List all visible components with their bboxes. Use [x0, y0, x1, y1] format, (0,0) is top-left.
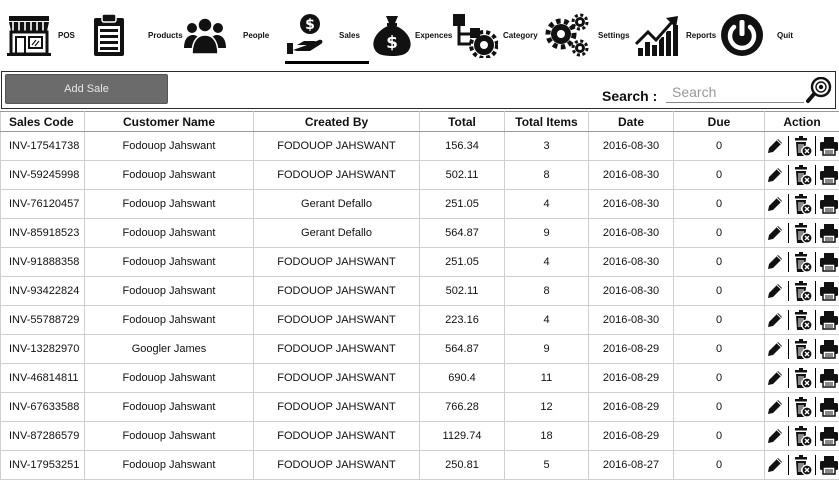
cell-actions	[765, 161, 839, 190]
table-row[interactable]	[1, 335, 839, 364]
table-row[interactable]	[1, 277, 839, 306]
cell-due: 0	[674, 335, 765, 364]
delete-icon[interactable]	[792, 425, 812, 447]
cell-sales-code: INV-93422824	[1, 277, 85, 306]
edit-icon[interactable]	[765, 251, 785, 273]
nav-expences-label: Expences	[415, 31, 452, 40]
cell-due: 0	[674, 277, 765, 306]
delete-icon[interactable]	[792, 367, 812, 389]
cell-sales-code: INV-55788729	[1, 306, 85, 335]
clipboard-icon	[86, 12, 132, 58]
edit-icon[interactable]	[765, 425, 785, 447]
col-header-date: Date	[589, 112, 674, 132]
cell-total: 156.34	[420, 132, 505, 161]
table-row[interactable]	[1, 451, 839, 480]
search-icon[interactable]	[806, 77, 832, 105]
cell-date: 2016-08-30	[589, 277, 674, 306]
svg-text:$: $	[305, 17, 315, 33]
cell-created-by: FODOUOP JAHSWANT	[254, 364, 420, 393]
print-icon[interactable]	[819, 425, 839, 447]
delete-icon[interactable]	[792, 338, 812, 360]
table-row[interactable]	[1, 364, 839, 393]
action-divider	[788, 310, 789, 330]
cell-sales-code: INV-17541738	[1, 132, 85, 161]
action-divider	[815, 223, 816, 243]
category-gear-icon	[452, 12, 498, 58]
cell-actions	[765, 393, 839, 422]
print-icon[interactable]	[819, 135, 839, 157]
print-icon[interactable]	[819, 454, 839, 476]
cell-due: 0	[674, 161, 765, 190]
cell-due: 0	[674, 219, 765, 248]
print-icon[interactable]	[819, 193, 839, 215]
nav-products[interactable]	[86, 0, 183, 70]
cell-due: 0	[674, 306, 765, 335]
cell-total: 1129.74	[420, 422, 505, 451]
cell-customer-name: Fodouop Jahswant	[85, 422, 254, 451]
add-sale-button[interactable]: Add Sale	[5, 74, 168, 104]
action-divider	[788, 339, 789, 359]
action-divider	[788, 194, 789, 214]
cell-actions	[765, 277, 839, 306]
edit-icon[interactable]	[765, 135, 785, 157]
cell-total: 223.16	[420, 306, 505, 335]
nav-products-label: Products	[148, 31, 183, 40]
cell-sales-code: INV-13282970	[1, 335, 85, 364]
col-header-action: Action	[765, 112, 839, 132]
edit-icon[interactable]	[765, 454, 785, 476]
cell-total-items: 9	[505, 335, 589, 364]
cell-sales-code: INV-85918523	[1, 219, 85, 248]
cell-customer-name: Fodouop Jahswant	[85, 161, 254, 190]
cell-created-by: FODOUOP JAHSWANT	[254, 306, 420, 335]
cell-date: 2016-08-30	[589, 248, 674, 277]
table-row[interactable]	[1, 219, 839, 248]
cell-date: 2016-08-29	[589, 364, 674, 393]
cell-sales-code: INV-91888358	[1, 248, 85, 277]
cell-created-by: FODOUOP JAHSWANT	[254, 451, 420, 480]
cell-date: 2016-08-30	[589, 132, 674, 161]
cell-customer-name: Fodouop Jahswant	[85, 451, 254, 480]
cell-actions	[765, 219, 839, 248]
action-divider	[788, 426, 789, 446]
action-divider	[815, 397, 816, 417]
nav-settings[interactable]	[545, 0, 630, 70]
print-icon[interactable]	[819, 309, 839, 331]
nav-sales-label: Sales	[339, 31, 360, 40]
delete-icon[interactable]	[792, 280, 812, 302]
cell-due: 0	[674, 248, 765, 277]
edit-icon[interactable]	[765, 309, 785, 331]
cell-total-items: 4	[505, 306, 589, 335]
cell-total: 250.81	[420, 451, 505, 480]
action-divider	[788, 368, 789, 388]
action-divider	[788, 223, 789, 243]
main-nav	[0, 0, 839, 70]
cell-date: 2016-08-27	[589, 451, 674, 480]
cell-total-items: 4	[505, 248, 589, 277]
power-icon	[719, 12, 765, 58]
col-header-sales-code: Sales Code	[1, 112, 85, 132]
delete-icon[interactable]	[792, 135, 812, 157]
print-icon[interactable]	[819, 251, 839, 273]
cell-date: 2016-08-29	[589, 393, 674, 422]
delete-icon[interactable]	[792, 454, 812, 476]
action-divider	[815, 426, 816, 446]
cell-total: 502.11	[420, 161, 505, 190]
delete-icon[interactable]	[792, 251, 812, 273]
cell-total-items: 5	[505, 451, 589, 480]
cell-sales-code: INV-46814811	[1, 364, 85, 393]
action-divider	[815, 368, 816, 388]
cell-date: 2016-08-30	[589, 219, 674, 248]
cell-date: 2016-08-30	[589, 306, 674, 335]
nav-quit-label: Quit	[777, 31, 793, 40]
cell-due: 0	[674, 132, 765, 161]
edit-icon[interactable]	[765, 164, 785, 186]
nav-pos-label: POS	[58, 31, 75, 40]
cell-actions	[765, 364, 839, 393]
nav-people[interactable]	[182, 0, 269, 70]
action-divider	[815, 455, 816, 475]
store-icon	[6, 12, 52, 58]
cell-actions	[765, 306, 839, 335]
cell-total: 564.87	[420, 335, 505, 364]
table-row[interactable]	[1, 190, 839, 219]
cell-created-by: FODOUOP JAHSWANT	[254, 161, 420, 190]
cell-due: 0	[674, 393, 765, 422]
col-header-total: Total	[420, 112, 505, 132]
cell-sales-code: INV-17953251	[1, 451, 85, 480]
cell-created-by: FODOUOP JAHSWANT	[254, 393, 420, 422]
cell-customer-name: Fodouop Jahswant	[85, 132, 254, 161]
nav-category[interactable]	[452, 0, 538, 70]
table-row[interactable]	[1, 248, 839, 277]
cell-created-by: Gerant Defallo	[254, 219, 420, 248]
cell-total-items: 12	[505, 393, 589, 422]
delete-icon[interactable]	[792, 309, 812, 331]
cell-sales-code: INV-59245998	[1, 161, 85, 190]
active-tab-indicator	[285, 61, 369, 64]
cell-sales-code: INV-87286579	[1, 422, 85, 451]
cell-created-by: FODOUOP JAHSWANT	[254, 132, 420, 161]
cell-total: 766.28	[420, 393, 505, 422]
cell-total-items: 9	[505, 219, 589, 248]
print-icon[interactable]	[819, 338, 839, 360]
chart-growth-icon	[634, 12, 680, 58]
svg-text:$: $	[386, 33, 398, 53]
table-row[interactable]	[1, 422, 839, 451]
action-divider	[788, 165, 789, 185]
people-icon	[182, 12, 228, 58]
nav-reports[interactable]	[634, 0, 716, 70]
col-header-due: Due	[674, 112, 765, 132]
cell-actions	[765, 132, 839, 161]
col-header-customer-name: Customer Name	[85, 112, 254, 132]
money-bag-icon	[369, 12, 415, 58]
cell-customer-name: Fodouop Jahswant	[85, 393, 254, 422]
table-header-row	[1, 112, 839, 132]
cell-total: 502.11	[420, 277, 505, 306]
print-icon[interactable]	[819, 280, 839, 302]
cell-total-items: 11	[505, 364, 589, 393]
cell-total-items: 18	[505, 422, 589, 451]
print-icon[interactable]	[819, 367, 839, 389]
delete-icon[interactable]	[792, 396, 812, 418]
cell-date: 2016-08-29	[589, 335, 674, 364]
action-divider	[788, 455, 789, 475]
cell-sales-code: INV-76120457	[1, 190, 85, 219]
action-divider	[788, 252, 789, 272]
edit-icon[interactable]	[765, 193, 785, 215]
cell-customer-name: Fodouop Jahswant	[85, 190, 254, 219]
action-divider	[815, 252, 816, 272]
cell-created-by: FODOUOP JAHSWANT	[254, 422, 420, 451]
action-divider	[788, 397, 789, 417]
delete-icon[interactable]	[792, 164, 812, 186]
nav-expences[interactable]	[369, 0, 452, 70]
cell-total: 564.87	[420, 219, 505, 248]
table-row[interactable]	[1, 306, 839, 335]
delete-icon[interactable]	[792, 222, 812, 244]
action-divider	[815, 136, 816, 156]
print-icon[interactable]	[819, 396, 839, 418]
cell-customer-name: Fodouop Jahswant	[85, 277, 254, 306]
cell-created-by: FODOUOP JAHSWANT	[254, 335, 420, 364]
nav-sales[interactable]	[286, 0, 360, 70]
edit-icon[interactable]	[765, 280, 785, 302]
action-divider	[815, 165, 816, 185]
action-divider	[815, 194, 816, 214]
cell-customer-name: Googler James	[85, 335, 254, 364]
cell-date: 2016-08-30	[589, 190, 674, 219]
cell-date: 2016-08-30	[589, 161, 674, 190]
cell-total-items: 8	[505, 161, 589, 190]
cell-due: 0	[674, 190, 765, 219]
cell-created-by: FODOUOP JAHSWANT	[254, 248, 420, 277]
cell-created-by: FODOUOP JAHSWANT	[254, 277, 420, 306]
search-label: Search :	[602, 88, 657, 104]
print-icon[interactable]	[819, 164, 839, 186]
nav-reports-label: Reports	[686, 31, 716, 40]
action-divider	[788, 281, 789, 301]
cell-date: 2016-08-29	[589, 422, 674, 451]
cell-actions	[765, 190, 839, 219]
nav-people-label: People	[243, 31, 269, 40]
cell-customer-name: Fodouop Jahswant	[85, 364, 254, 393]
cell-total: 251.05	[420, 248, 505, 277]
cell-total-items: 3	[505, 132, 589, 161]
sales-toolbar	[1, 71, 836, 109]
cell-due: 0	[674, 422, 765, 451]
cell-due: 0	[674, 364, 765, 393]
cell-actions	[765, 451, 839, 480]
cell-total: 690.4	[420, 364, 505, 393]
action-divider	[815, 310, 816, 330]
nav-category-label: Category	[503, 31, 538, 40]
edit-icon[interactable]	[765, 396, 785, 418]
print-icon[interactable]	[819, 222, 839, 244]
col-header-created-by: Created By	[254, 112, 420, 132]
cell-actions	[765, 248, 839, 277]
action-divider	[815, 281, 816, 301]
cell-customer-name: Fodouop Jahswant	[85, 306, 254, 335]
cell-total-items: 8	[505, 277, 589, 306]
cell-customer-name: Fodouop Jahswant	[85, 219, 254, 248]
edit-icon[interactable]	[765, 222, 785, 244]
cell-sales-code: INV-67633588	[1, 393, 85, 422]
cell-actions	[765, 335, 839, 364]
cell-total-items: 4	[505, 190, 589, 219]
search-input[interactable]	[666, 81, 804, 103]
nav-settings-label: Settings	[598, 31, 630, 40]
cell-actions	[765, 422, 839, 451]
col-header-total-items: Total Items	[505, 112, 589, 132]
cell-created-by: Gerant Defallo	[254, 190, 420, 219]
table-row[interactable]	[1, 132, 839, 161]
table-row[interactable]	[1, 161, 839, 190]
edit-icon[interactable]	[765, 338, 785, 360]
nav-quit[interactable]	[719, 0, 793, 70]
gears-icon	[545, 12, 591, 58]
action-divider	[815, 339, 816, 359]
cell-total: 251.05	[420, 190, 505, 219]
edit-icon[interactable]	[765, 367, 785, 389]
table-row[interactable]	[1, 393, 839, 422]
cell-due: 0	[674, 451, 765, 480]
delete-icon[interactable]	[792, 193, 812, 215]
hand-money-icon	[286, 12, 332, 58]
nav-pos[interactable]	[6, 0, 75, 70]
sales-table	[0, 111, 839, 480]
action-divider	[788, 136, 789, 156]
cell-customer-name: Fodouop Jahswant	[85, 248, 254, 277]
